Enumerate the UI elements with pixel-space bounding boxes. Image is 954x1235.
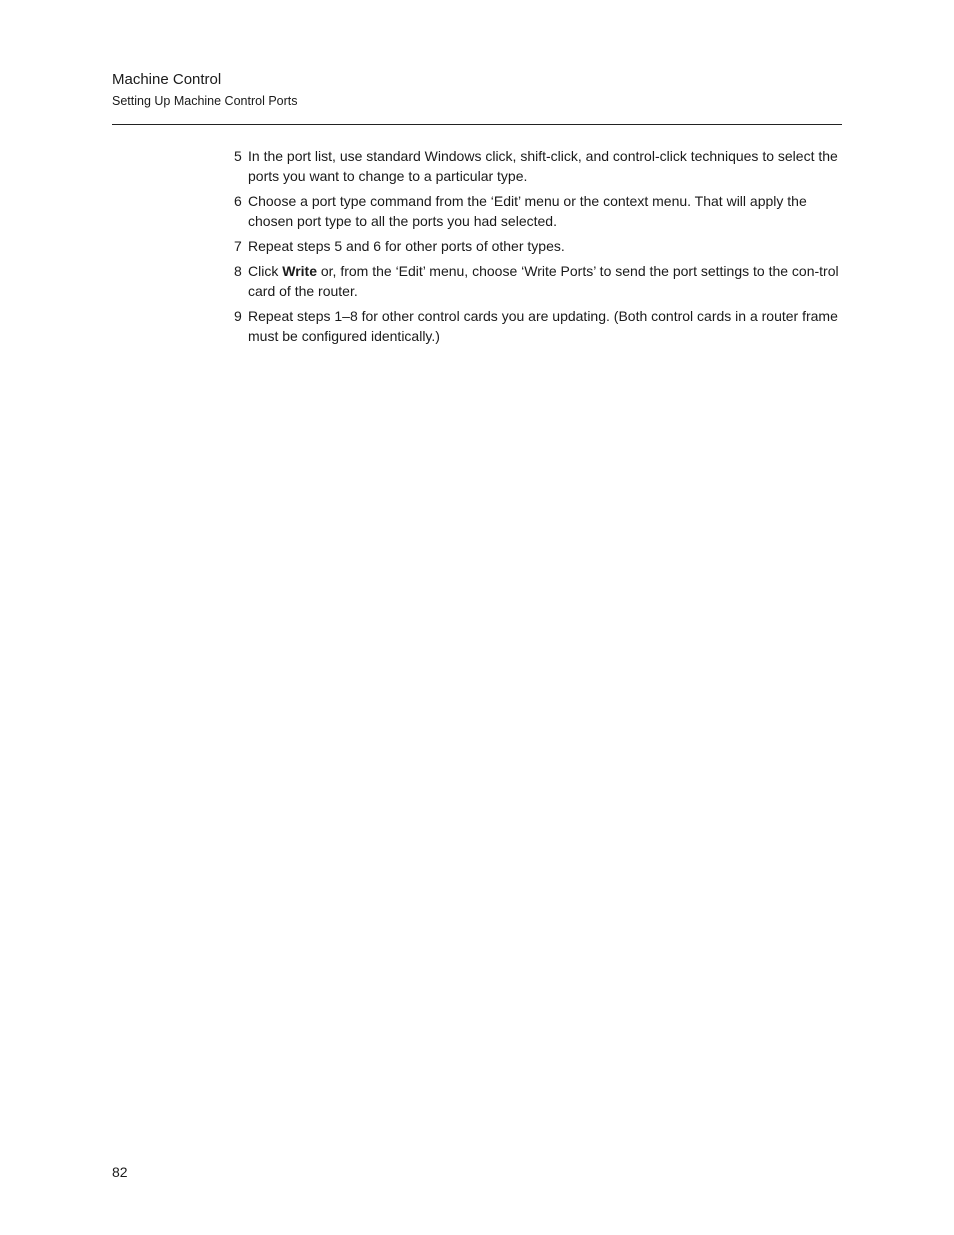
step-text: Choose a port type command from the ‘Edit’ menu or the context menu. That will apply the chosen port type to all the ports you had selected. — [248, 193, 807, 229]
step-number: 7 — [234, 238, 242, 254]
running-header — [112, 70, 842, 110]
step-item — [226, 146, 844, 186]
procedure-steps — [226, 146, 844, 351]
page-number: 82 — [112, 1164, 128, 1180]
step-number: 6 — [234, 193, 242, 209]
chapter-title: Machine Control — [112, 71, 222, 88]
step-text: Repeat steps 1–8 for other control cards you are updating. (Both control cards in a router frame must be configured identically.) — [248, 308, 838, 344]
step-number: 5 — [234, 148, 242, 164]
step-item — [226, 261, 844, 301]
step-text-lead: Click — [248, 263, 283, 279]
step-item — [226, 191, 844, 231]
step-number: 8 — [234, 263, 242, 279]
step-number: 9 — [234, 308, 242, 324]
step-item — [226, 306, 844, 346]
section-title: Setting Up Machine Control Ports — [112, 94, 298, 108]
write-command-label: Write — [282, 263, 317, 279]
step-text-rest: or, from the ‘Edit’ menu, choose ‘Write Ports’ to send the port settings to the con-trol card of the router. — [248, 263, 839, 299]
step-item — [226, 236, 844, 256]
step-text: In the port list, use standard Windows click, shift-click, and control-click techniques to select the ports you want to change to a particular type. — [248, 148, 838, 184]
header-divider — [112, 124, 842, 125]
step-text: Repeat steps 5 and 6 for other ports of other types. — [248, 238, 565, 254]
